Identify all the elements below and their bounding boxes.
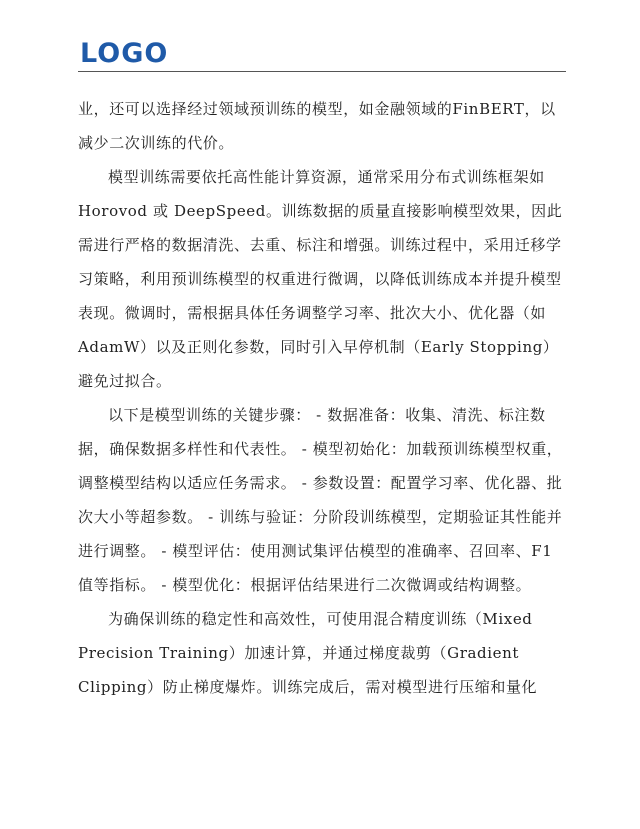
document-body [78, 92, 568, 704]
logo: LOGO [80, 38, 169, 69]
paragraph-training-steps: 以下是模型训练的关键步骤： - 数据准备：收集、清洗、标注数据，确保数据多样性和代表性。 - 模型初始化：加载预训练模型权重，调整模型结构以适应任务需求。 - 参数设置：配置学习率、优化器、批次大小等超参数。 - 训练与验证：分阶段训练模型，定期验证其性能并进行调整。 - 模型评估：使用测试集评估模型的准确率、召回率、F1 值等指标。 - 模型优化：根据评估结果进行二次微调或结构调整。 [78, 406, 563, 594]
paragraph-training-resources: 模型训练需要依托高性能计算资源，通常采用分布式训练框架如 Horovod 或 DeepSpeed。训练数据的质量直接影响模型效果，因此需进行严格的数据清洗、去重、标注和增强。训练过程中，采用迁移学习策略，利用预训练模型的权重进行微调，以降低训练成本并提升模型表现。微调时，需根据具体任务调整学习率、批次大小、优化器（如 AdamW）以及正则化参数，同时引入早停机制（Early Stopping）避免过拟合。 [78, 168, 563, 390]
paragraph-continued: 业，还可以选择经过领域预训练的模型，如金融领域的FinBERT，以减少二次训练的代价。 [78, 100, 556, 152]
paragraph-mixed-precision: 为确保训练的稳定性和高效性，可使用混合精度训练（Mixed Precision Training）加速计算，并通过梯度裁剪（Gradient Clipping）防止梯度爆炸。训练完成后，需对模型进行压缩和量化 [78, 610, 538, 696]
header-divider [78, 71, 566, 72]
